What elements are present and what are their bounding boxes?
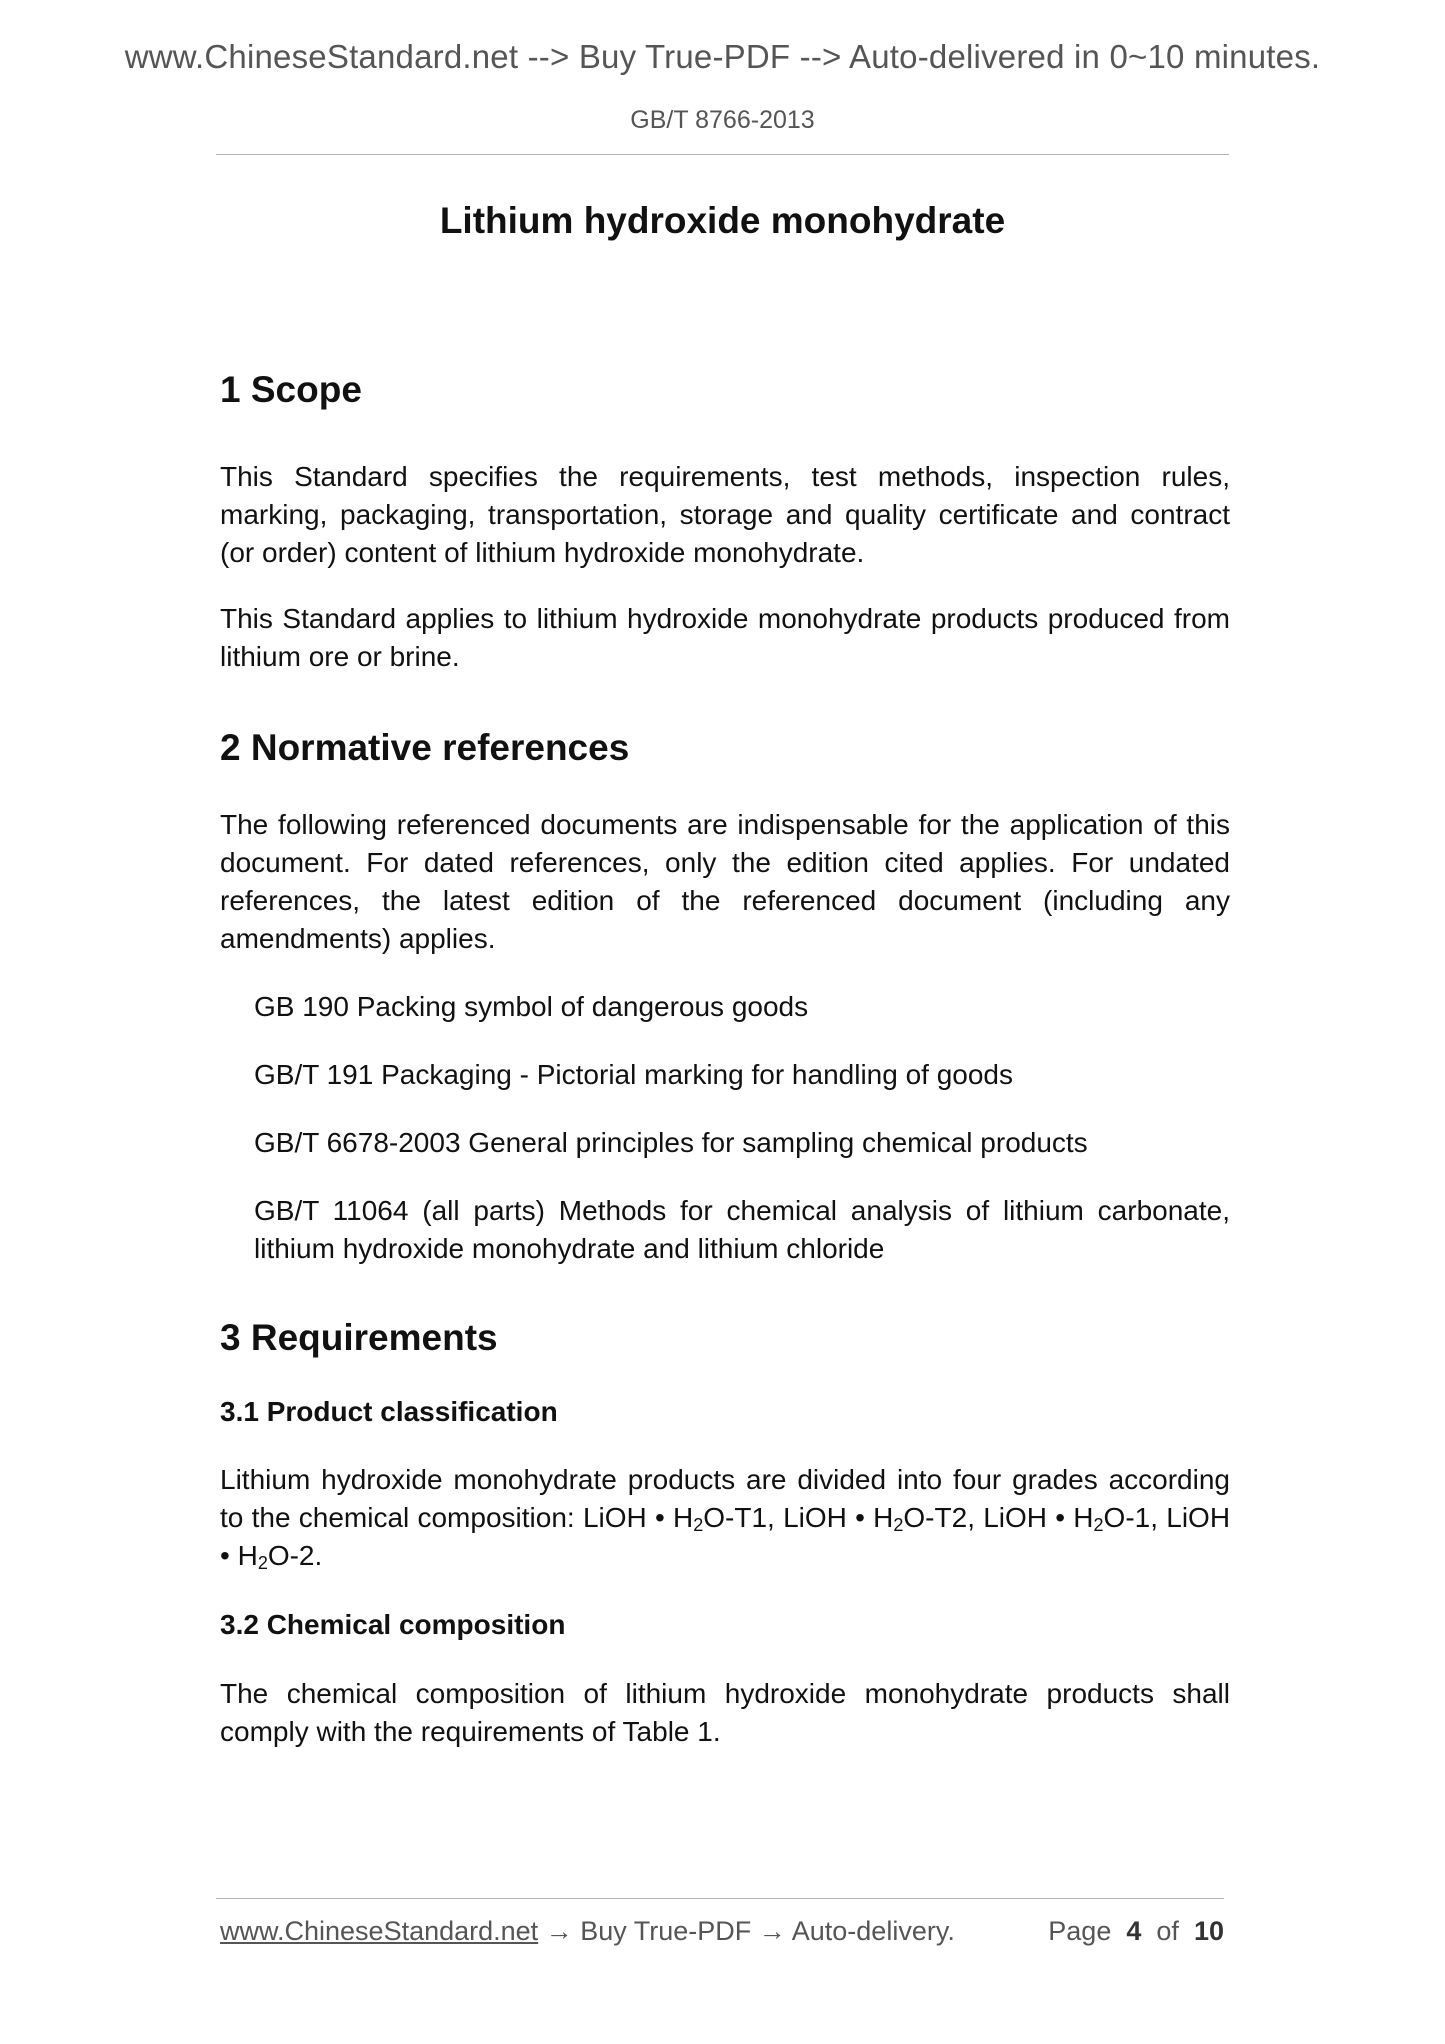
grade-formula: LiOH • $H_2O-2$ (220, 1502, 1231, 1574)
footer-site-link[interactable]: www.ChineseStandard.net (220, 1916, 539, 1946)
total-pages: 10 (1193, 1916, 1224, 1946)
footer-tagline: → Buy True-PDF → Auto-delivery. (545, 1916, 955, 1946)
grade-formula: LiOH • $H_2O-1$ (983, 1502, 1151, 1536)
reference-item: GB 190 Packing symbol of dangerous goods (254, 991, 809, 1023)
footer-divider (216, 1898, 1224, 1899)
section-heading-scope: 1 Scope (220, 369, 362, 410)
scope-paragraph: This Standard applies to lithium hydroxide monohydrate products produced from lithium ore or brine. (220, 603, 1230, 673)
page-footer (220, 1916, 1224, 1947)
document-title: Lithium hydroxide monohydrate (439, 200, 1006, 241)
grade-formula: LiOH • $H_2O-T2$ (783, 1502, 968, 1536)
composition-paragraph: The chemical composition of lithium hydroxide monohydrate products shall comply with the requirements of Table 1. (220, 1677, 1230, 1747)
reference-item: GB/T 11064 (all parts) Methods for chemical analysis of lithium carbonate, lithium hydroxide monohydrate and lithium chloride (254, 1195, 1230, 1265)
section-heading-requirements: 3 Requirements (220, 1317, 498, 1359)
normative-intro-paragraph: The following referenced documents are indispensable for the application of this document. For dated references, only the edition cited applies. For undated references, the latest edition of the referenced document (including any amendments) applies. (220, 809, 1230, 955)
header-divider (216, 154, 1229, 155)
classification-paragraph: Lithium hydroxide monohydrate products are divided into four grades according to the chemical composition: LiOH • $H_2O-T1$, LiOH • $H_2O-T2$, LiOH • $H_2O-1$, LiOH • $H_2O-2$. (220, 1464, 1231, 1574)
document-body (220, 366, 1230, 1751)
scope-paragraph: This Standard specifies the requirements, test methods, inspection rules, marking, packaging, transportation, storage and quality certificate and contract (or order) content of lithium hydroxide monohydrate. (220, 461, 1230, 569)
subsection-heading-product-classification: 3.1 Product classification (220, 1396, 558, 1428)
classification-text: Lithium hydroxide monohydrate products are divided into four grades according to the chemical composition: (220, 1464, 1230, 1534)
reference-item: GB/T 6678-2003 General principles for sampling chemical products (254, 1127, 1088, 1159)
grade-formula: LiOH • $H_2O-T1$ (582, 1502, 768, 1536)
subsection-heading-chemical-composition: 3.2 Chemical composition (220, 1609, 566, 1641)
header-banner: www.ChineseStandard.net --> Buy True-PDF --> Auto-delivered in 0~10 minutes. (124, 38, 1321, 75)
page-number: Page 4 of 10 (1048, 1916, 1224, 1946)
reference-item: GB/T 191 Packaging - Pictorial marking for handling of goods (254, 1059, 1014, 1091)
current-page: 4 (1126, 1916, 1142, 1946)
section-heading-normative-references: 2 Normative references (220, 727, 630, 769)
standard-code: GB/T 8766-2013 (630, 106, 815, 134)
